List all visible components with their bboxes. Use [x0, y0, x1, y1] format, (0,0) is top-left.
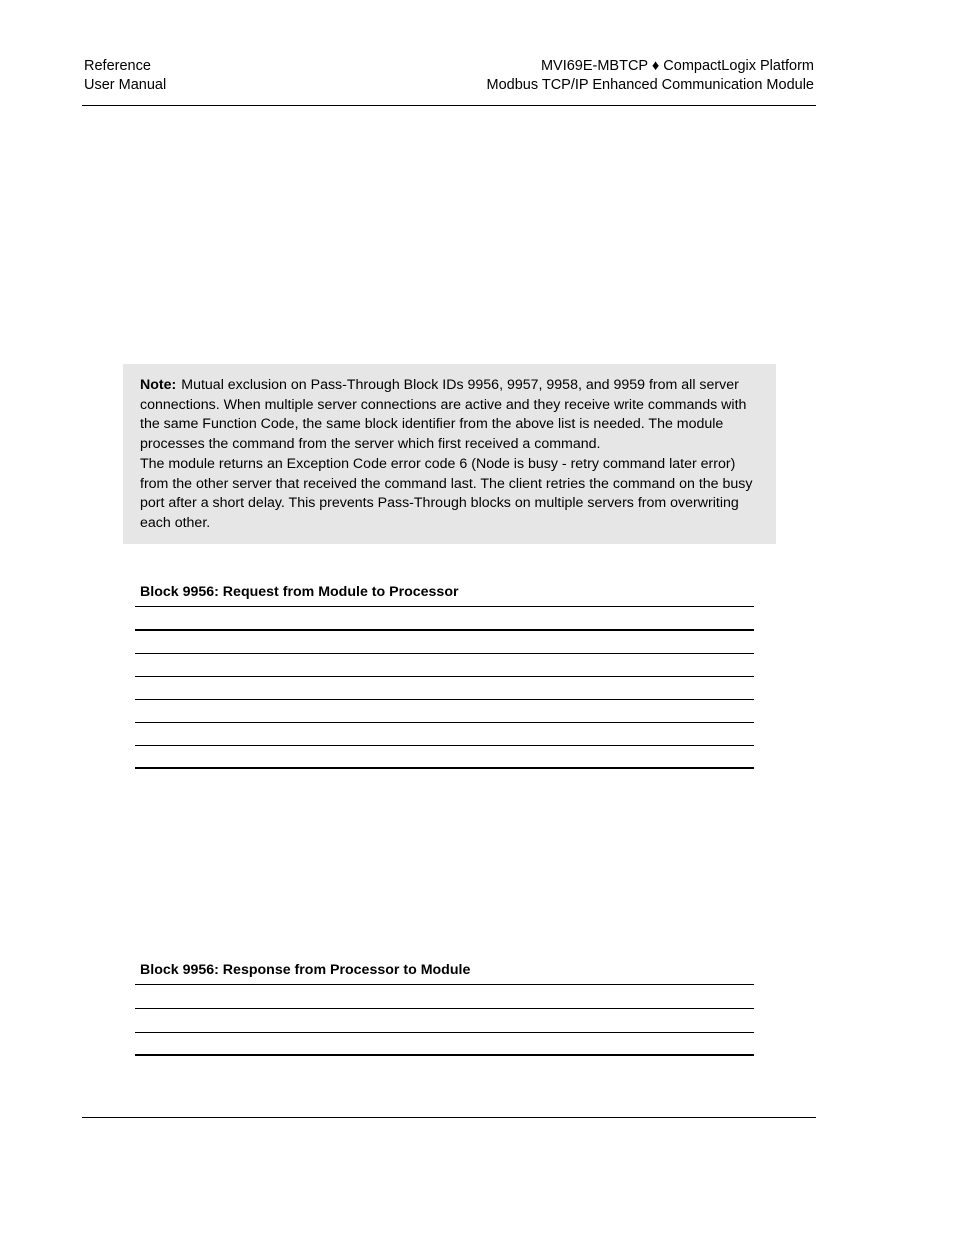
note-paragraph-2: The module returns an Exception Code error code 6 (Node is busy - retry command later error) from the other server that received the command last. The client retries the command on the busy port after a short delay. This prevents Pass-Through blocks on multiple servers from overwriting each other. — [140, 455, 753, 531]
table2-caption: Block 9956: Response from Processor to Module — [140, 962, 471, 978]
table2-rule — [135, 1032, 754, 1033]
table1-rule — [135, 676, 754, 677]
table1-rule — [135, 629, 754, 631]
header-product-name: MVI69E-MBTCP ♦ CompactLogix Platform — [540, 58, 814, 74]
header-divider — [82, 105, 816, 106]
table2-rule — [135, 1008, 754, 1009]
note-label: Note: — [140, 377, 177, 393]
note-paragraph-1 — [140, 376, 756, 455]
table1-rule — [135, 745, 754, 746]
table1-rule — [135, 699, 754, 700]
note-text-1: Mutual exclusion on Pass-Through Block IDs 9956, 9957, 9958, and 9959 from all server connections. When multiple server connections are active and they receive write commands with the same Function Code, the same block identifier from the above list is needed. The module processes the command from the server which first received a command. — [140, 377, 747, 453]
table1-rule — [135, 722, 754, 723]
header-section-label: Reference — [84, 58, 151, 74]
header-product-description: Modbus TCP/IP Enhanced Communication Module — [486, 77, 814, 93]
footer-divider — [82, 1117, 816, 1118]
header-doc-type: User Manual — [84, 77, 167, 93]
table2-rule — [135, 1054, 754, 1056]
header-left — [84, 57, 166, 95]
table2-rule — [135, 984, 754, 985]
table1-rule — [135, 653, 754, 654]
note-box — [123, 364, 776, 544]
table1-rule — [135, 767, 754, 769]
table1-rule — [135, 606, 754, 607]
header-right — [486, 57, 814, 95]
table1-caption: Block 9956: Request from Module to Processor — [140, 584, 459, 600]
